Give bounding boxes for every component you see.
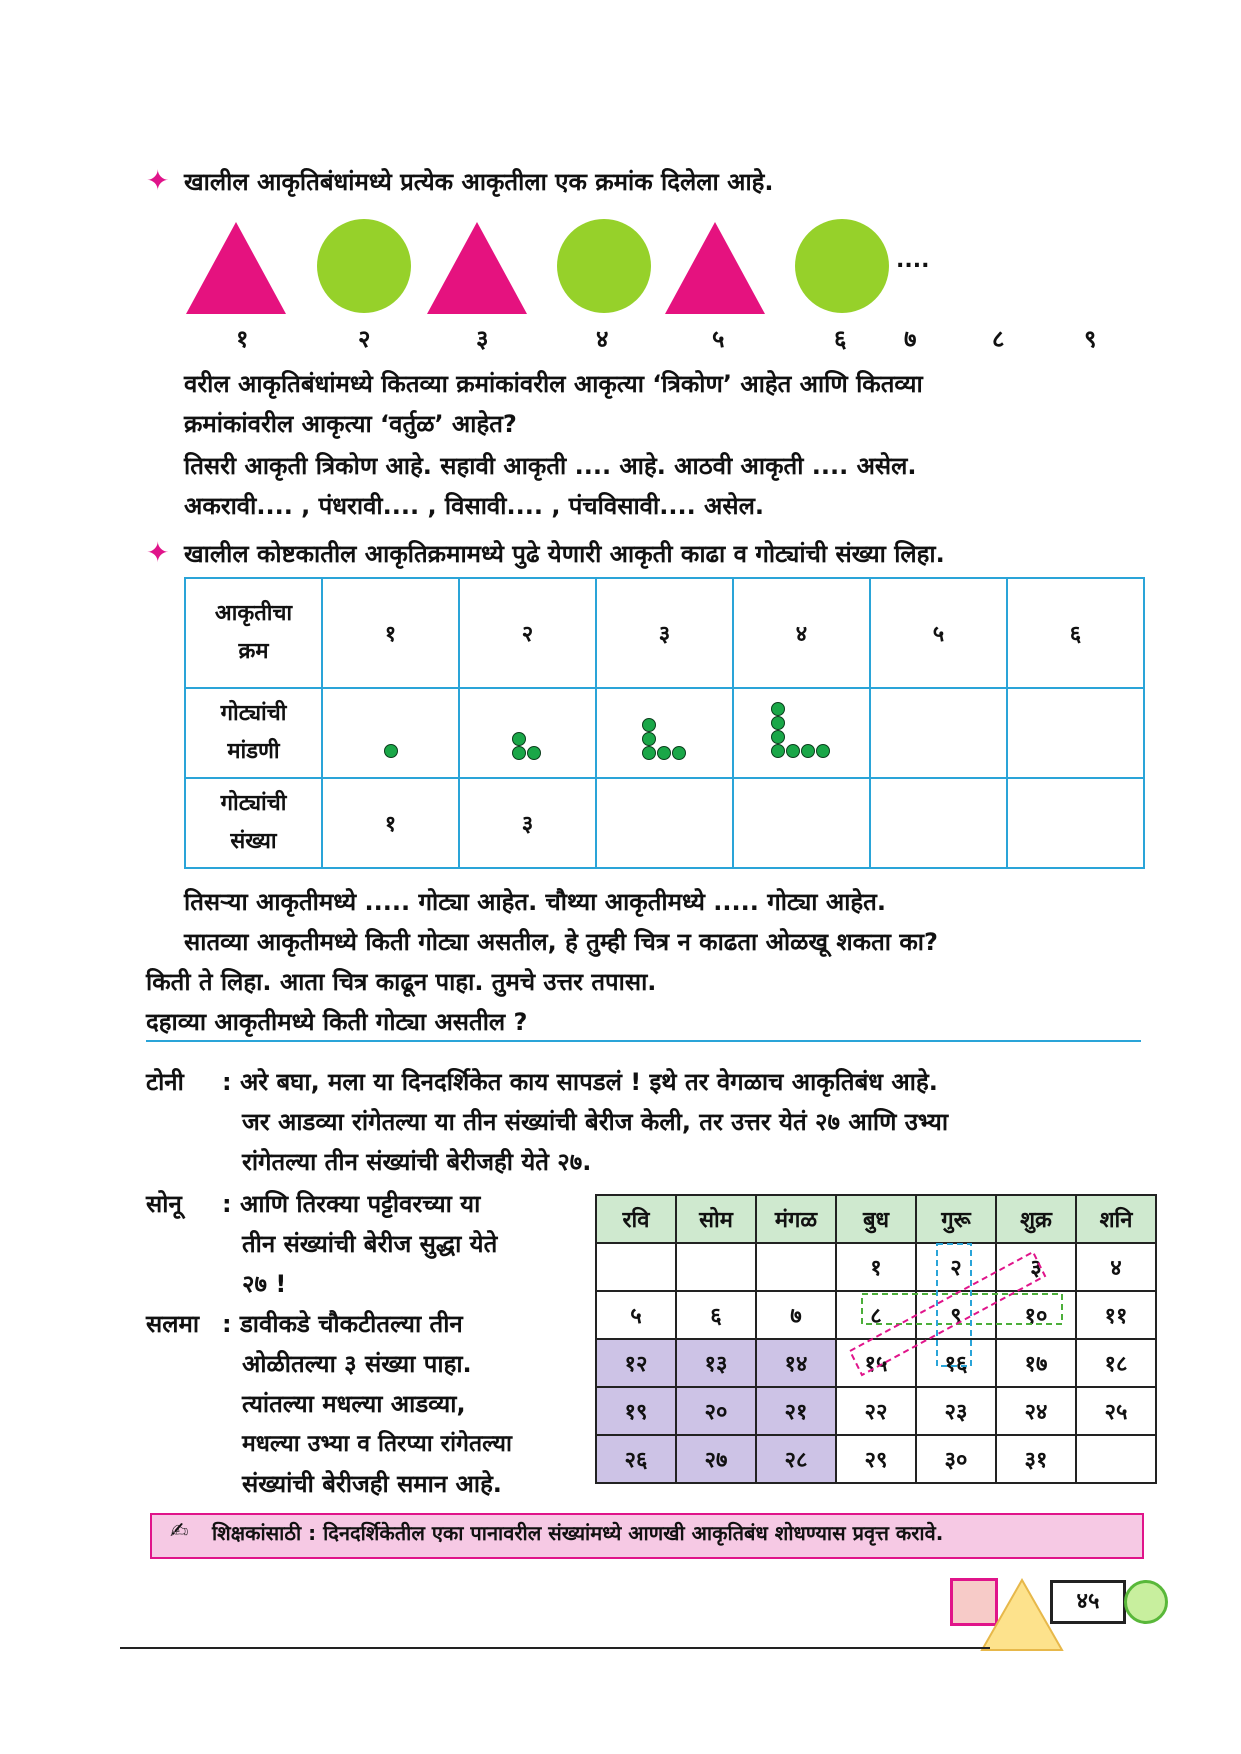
calendar-table [595, 1194, 1157, 1484]
marble-cell-1 [322, 688, 459, 778]
calendar-day-header: सोम [676, 1195, 756, 1243]
section1-question-line1: वरील आकृतिबंधांमध्ये कितव्या क्रमांकांवरील आकृत्या ‘त्रिकोण’ आहेत आणि कितव्या [184, 370, 923, 398]
calendar-day-header: बुध [836, 1195, 916, 1243]
calendar-cell: ११ [1076, 1291, 1156, 1339]
ellipsis: .... [896, 248, 930, 273]
number-label: ४ [596, 325, 609, 353]
star-bullet-icon: ✦ [146, 536, 170, 569]
section2-line2: सातव्या आकृतीमध्ये किती गोट्या असतील, हे तुम्ही चित्र न काढता ओळखू शकता का? [184, 928, 938, 956]
marble-cell-4 [733, 688, 870, 778]
salma-line2: ओळीतल्या ३ संख्या पाहा. [242, 1350, 472, 1378]
number-label: ३ [476, 325, 489, 353]
pattern-table [184, 577, 1145, 869]
salma-line4: मधल्या उभ्या व तिरप्या रांगेतल्या [242, 1431, 512, 1457]
toni-line1: : अरे बघा, मला या दिनदर्शिकेत काय सापडलं ! इथे तर वेगळाच आकृतिबंध आहे. [222, 1068, 938, 1096]
sonu-line1: : आणि तिरक्या पट्टीवरच्या या [222, 1190, 481, 1218]
calendar-cell [676, 1243, 756, 1291]
circle-4 [557, 219, 651, 313]
calendar-wrapper [595, 1194, 1165, 1484]
table-row-header: गोट्यांची संख्या [185, 778, 322, 868]
table-cell: २ [459, 578, 596, 688]
section1-question-line2: क्रमांकांवरील आकृत्या ‘वर्तुळ’ आहेत? [184, 410, 517, 438]
number-row [186, 322, 1136, 362]
table-cell [870, 778, 1007, 868]
calendar-cell: ३ [996, 1243, 1076, 1291]
section2-line3: किती ते लिहा. आता चित्र काढून पाहा. तुमचे उत्तर तपासा. [146, 968, 657, 996]
calendar-cell: १० [996, 1291, 1076, 1339]
calendar-cell: ७ [756, 1291, 836, 1339]
calendar-cell: ६ [676, 1291, 756, 1339]
calendar-cell: ८ [836, 1291, 916, 1339]
table-cell: ३ [596, 578, 733, 688]
calendar-cell-highlight: १४ [756, 1339, 836, 1387]
calendar-day-header: रवि [596, 1195, 676, 1243]
calendar-cell [596, 1243, 676, 1291]
calendar-cell: १ [836, 1243, 916, 1291]
calendar-day-header: गुरू [916, 1195, 996, 1243]
table-cell: ४ [733, 578, 870, 688]
calendar-cell: २३ [916, 1387, 996, 1435]
section2-line4: दहाव्या आकृतीमध्ये किती गोट्या असतील ? [146, 1008, 528, 1036]
toni-line2: जर आडव्या रांगेतल्या या तीन संख्यांची बेरीज केली, तर उत्तर येतं २७ आणि उभ्या [242, 1108, 949, 1136]
speaker-sonu: सोनू [146, 1190, 182, 1218]
calendar-cell: २४ [996, 1387, 1076, 1435]
table-cell [870, 688, 1007, 778]
circle-6 [795, 219, 889, 313]
section1-instruction: खालील आकृतिबंधांमध्ये प्रत्येक आकृतीला एक क्रमांक दिलेला आहे. [184, 168, 774, 196]
section2-line1: तिसऱ्या आकृतीमध्ये ..... गोट्या आहेत. चौथ्या आकृतीमध्ये ..... गोट्या आहेत. [184, 888, 886, 916]
circle-2 [317, 219, 411, 313]
green-circle-icon [1124, 1580, 1168, 1624]
number-label: १ [236, 325, 249, 353]
calendar-cell: ९ [916, 1291, 996, 1339]
calendar-cell: २९ [836, 1435, 916, 1483]
number-label: २ [358, 325, 371, 353]
calendar-cell-highlight: १३ [676, 1339, 756, 1387]
calendar-day-header: शुक्र [996, 1195, 1076, 1243]
calendar-cell: १७ [996, 1339, 1076, 1387]
speaker-toni: टोनी [146, 1068, 184, 1096]
calendar-cell: ३० [916, 1435, 996, 1483]
toni-line3: रांगेतल्या तीन संख्यांची बेरीजही येते २७. [242, 1148, 592, 1176]
table-cell: ६ [1007, 578, 1144, 688]
number-label: ६ [834, 325, 847, 353]
calendar-cell-highlight: १९ [596, 1387, 676, 1435]
calendar-cell [756, 1243, 836, 1291]
calendar-cell-highlight: २७ [676, 1435, 756, 1483]
number-label: ५ [712, 325, 725, 353]
speaker-salma: सलमा [146, 1310, 200, 1338]
shape-pattern [186, 217, 1186, 317]
salma-line5: संख्यांची बेरीजही समान आहे. [242, 1470, 502, 1498]
calendar-cell: १६ [916, 1339, 996, 1387]
calendar-cell: ३१ [996, 1435, 1076, 1483]
sonu-line3: २७ ! [242, 1270, 287, 1298]
calendar-cell: ४ [1076, 1243, 1156, 1291]
table-cell [1007, 778, 1144, 868]
pencil-hand-icon: ✍ [170, 1519, 189, 1544]
number-label: ९ [1084, 325, 1097, 353]
triangle-5 [665, 222, 765, 314]
table-cell [596, 778, 733, 868]
calendar-day-header: शनि [1076, 1195, 1156, 1243]
section1-fill-line1: तिसरी आकृती त्रिकोण आहे. सहावी आकृती .... आहे. आठवी आकृती .... असेल. [184, 452, 917, 480]
table-cell: १ [322, 778, 459, 868]
salma-line3: त्यांतल्या मधल्या आडव्या, [242, 1390, 466, 1418]
footer-line [120, 1647, 990, 1649]
calendar-cell: १५ [836, 1339, 916, 1387]
salma-line1: : डावीकडे चौकटीतल्या तीन [222, 1310, 463, 1338]
calendar-cell: २ [916, 1243, 996, 1291]
calendar-cell: ५ [596, 1291, 676, 1339]
calendar-day-header: मंगळ [756, 1195, 836, 1243]
calendar-cell: २५ [1076, 1387, 1156, 1435]
sonu-line2: तीन संख्यांची बेरीज सुद्धा येते [242, 1230, 498, 1258]
calendar-cell [1076, 1435, 1156, 1483]
star-bullet-icon: ✦ [146, 164, 170, 197]
section1-fill-line2: अकरावी.... , पंधरावी.... , विसावी.... , पंचविसावी.... असेल. [184, 492, 764, 520]
calendar-cell-highlight: २० [676, 1387, 756, 1435]
calendar-cell: २२ [836, 1387, 916, 1435]
table-cell: ५ [870, 578, 1007, 688]
number-label: ७ [904, 325, 917, 353]
number-label: ८ [992, 325, 1005, 353]
calendar-cell-highlight: २८ [756, 1435, 836, 1483]
calendar-cell-highlight: १२ [596, 1339, 676, 1387]
table-cell [1007, 688, 1144, 778]
calendar-cell: १८ [1076, 1339, 1156, 1387]
table-cell: ३ [459, 778, 596, 868]
triangle-3 [427, 222, 527, 314]
marble-cell-3 [596, 688, 733, 778]
table-cell [733, 778, 870, 868]
triangle-1 [186, 222, 286, 314]
table-cell: १ [322, 578, 459, 688]
page-number: ४५ [1050, 1580, 1126, 1624]
calendar-cell-highlight: २६ [596, 1435, 676, 1483]
section2-instruction: खालील कोष्टकातील आकृतिक्रमामध्ये पुढे येणारी आकृती काढा व गोट्यांची संख्या लिहा. [184, 540, 945, 568]
marble-cell-2 [459, 688, 596, 778]
calendar-cell-highlight: २१ [756, 1387, 836, 1435]
table-row-header: आकृतीचा क्रम [185, 578, 322, 688]
teacher-note [150, 1513, 1144, 1559]
section-divider [146, 1040, 1141, 1042]
teacher-note-text: शिक्षकांसाठी : दिनदर्शिकेतील एका पानावरील संख्यांमध्ये आणखी आकृतिबंध शोधण्यास प्रवृत्त करावे. [212, 1521, 944, 1545]
table-row-header: गोट्यांची मांडणी [185, 688, 322, 778]
